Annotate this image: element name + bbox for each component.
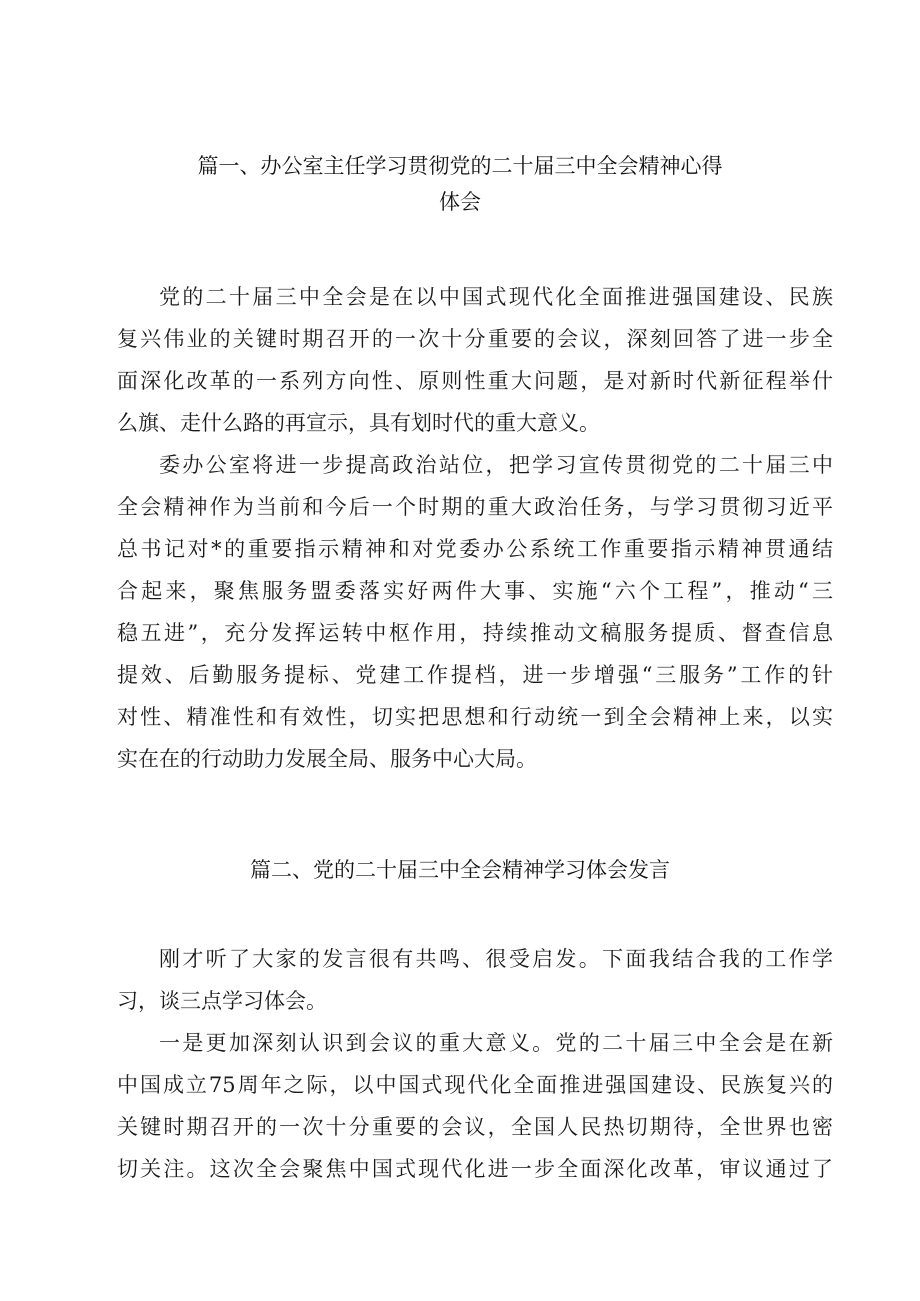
paragraph-line: 关键时期召开的一次十分重要的会议，全国人民热切期待，全世界也密 bbox=[117, 1115, 833, 1139]
section-1-paragraph-2 bbox=[117, 444, 833, 780]
paragraph-line: 实在在的行动助力发展全局、服务中心大局。 bbox=[117, 747, 537, 771]
paragraph-line: 总书记对*的重要指示精神和对党委办公系统工作重要指示精神贯通结 bbox=[117, 537, 833, 561]
section-2-paragraph-2 bbox=[117, 1022, 833, 1190]
section-1-title-line-1: 篇一、办公室主任学习贯彻党的二十届三中全会精神心得 bbox=[197, 154, 723, 178]
paragraph-line: 面深化改革的一系列方向性、原则性重大问题，是对新时代新征程举什 bbox=[117, 369, 833, 393]
paragraph-line: 稳五进”，充分发挥运转中枢作用，持续推动文稿服务提质、督查信息 bbox=[117, 621, 833, 645]
paragraph-line: 复兴伟业的关键时期召开的一次十分重要的会议，深刻回答了进一步全 bbox=[117, 327, 833, 351]
paragraph-line: 习，谈三点学习体会。 bbox=[117, 989, 327, 1013]
paragraph-line: 一是更加深刻认识到会议的重大意义。党的二十届三中全会是在新 bbox=[159, 1031, 833, 1055]
section-1-title-line-2: 体会 bbox=[439, 190, 481, 214]
section-1-title bbox=[0, 149, 920, 219]
paragraph-line: 合起来，聚焦服务盟委落实好两件大事、实施“六个工程”，推动“三 bbox=[117, 579, 833, 603]
section-1-paragraph-1 bbox=[117, 276, 833, 444]
section-2-title bbox=[0, 853, 920, 887]
paragraph-line: 提效、后勤服务提标、党建工作提档，进一步增强“三服务”工作的针 bbox=[117, 663, 833, 687]
paragraph-line: 党的二十届三中全会是在以中国式现代化全面推进强国建设、民族 bbox=[159, 285, 833, 309]
paragraph-line: 委办公室将进一步提高政治站位，把学习宣传贯彻党的二十届三中 bbox=[159, 453, 833, 477]
section-2-title-line-1: 篇二、党的二十届三中全会精神学习体会发言 bbox=[250, 858, 670, 882]
paragraph-line: 中国成立75周年之际，以中国式现代化全面推进强国建设、民族复兴的 bbox=[117, 1073, 833, 1097]
paragraph-line: 全会精神作为当前和今后一个时期的重大政治任务，与学习贯彻习近平 bbox=[117, 495, 833, 519]
section-2-paragraph-1 bbox=[117, 938, 833, 1022]
paragraph-line: 切关注。这次全会聚焦中国式现代化进一步全面深化改革，审议通过了 bbox=[117, 1157, 833, 1181]
paragraph-line: 对性、精准性和有效性，切实把思想和行动统一到全会精神上来，以实 bbox=[117, 705, 833, 729]
paragraph-line: 刚才听了大家的发言很有共鸣、很受启发。下面我结合我的工作学 bbox=[159, 947, 833, 971]
paragraph-line: 么旗、走什么路的再宣示，具有划时代的重大意义。 bbox=[117, 411, 600, 435]
